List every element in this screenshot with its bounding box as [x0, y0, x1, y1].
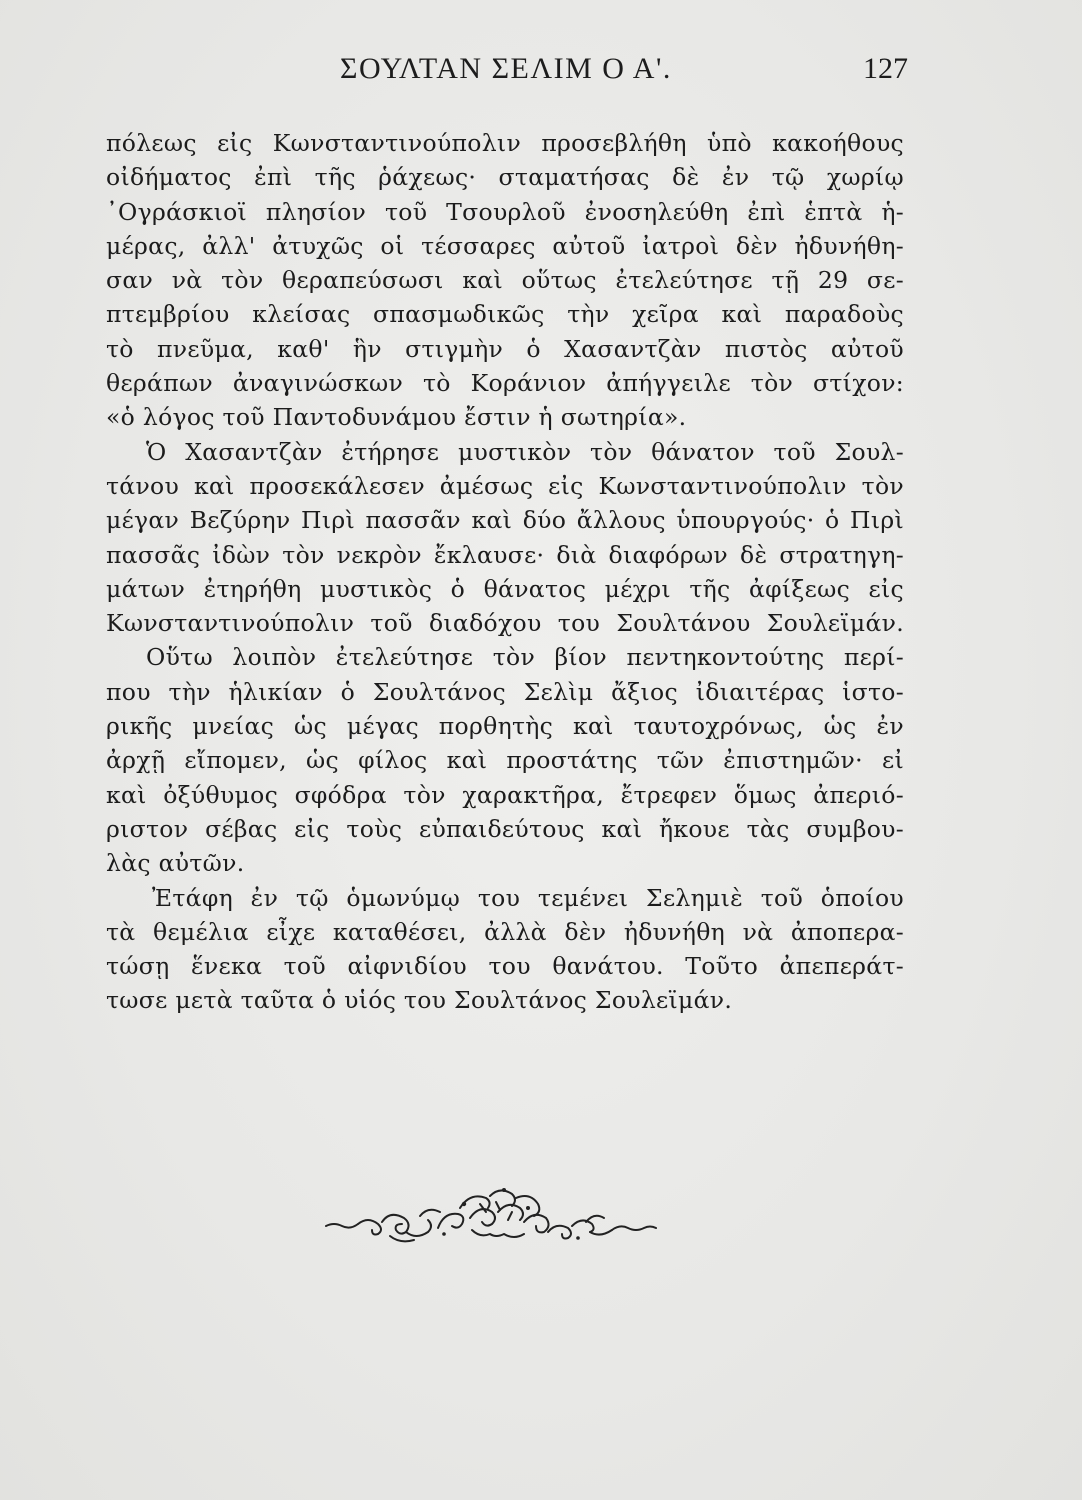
text-line: τὰ θεμέλια εἶχε καταθέσει, ἀλλὰ δὲν ἠδυνήθη νὰ ἀποπερα-	[106, 917, 904, 946]
text-line: οἰδήματος ἐπὶ τῆς ῥάχεως· σταματήσας δὲ ἐν τῷ χωρίῳ	[106, 163, 904, 192]
text-line: πόλεως εἰς Κωνσταντινούπολιν προσεβλήθη ὑπὸ κακοήθους	[106, 129, 904, 157]
text-line: πτεμβρίου κλείσας σπασμωδικῶς τὴν χεῖρα καὶ παραδοὺς	[106, 300, 904, 329]
text-line: τὸ πνεῦμα, καθ' ἣν στιγμὴν ὁ Χασαντζὰν πιστὸς αὐτοῦ	[106, 334, 904, 363]
text-line: ρικῆς μνείας ὡς μέγας πορθητὴς καὶ ταυτοχρόνως, ὡς ἐν	[106, 712, 904, 741]
text-line: τώσῃ ἕνεκα τοῦ αἰφνιδίου του θανάτου. Τοῦτο ἀπεπεράτ-	[106, 952, 904, 981]
text-line: ἀρχῇ εἴπομεν, ὡς φίλος καὶ προστάτης τῶν ἐπιστημῶν· εἰ	[106, 746, 904, 775]
running-title: ΣΟΥΛΤΑΝ ΣΕΛΙΜ Ο Α'.	[340, 52, 672, 85]
page-header	[108, 52, 908, 92]
text-line: ριστον σέβας εἰς τοὺς εὐπαιδεύτους καὶ ἤκουε τὰς συμβου-	[106, 814, 904, 843]
text-line: ᾿Ογράσκιοϊ πλησίον τοῦ Τσουρλοῦ ἐνοσηλεύθη ἐπὶ ἑπτὰ ἡ-	[106, 197, 904, 226]
text-line: Οὕτω λοιπὸν ἐτελεύτησε τὸν βίον πεντηκοντούτης περί-	[146, 643, 904, 672]
text-line: τάνου καὶ προσεκάλεσεν ἀμέσως εἰς Κωνσταντινούπολιν τὸν	[106, 471, 904, 500]
text-line: καὶ ὀξύθυμος σφόδρα τὸν χαρακτῆρα, ἔτρεφεν ὅμως ἀπεριό-	[106, 780, 904, 809]
paragraph-1	[106, 126, 904, 435]
text-line: λὰς αὐτῶν.	[106, 849, 245, 878]
text-line: που τὴν ἡλικίαν ὁ Σουλτάνος Σελὶμ ἄξιος ἰδιαιτέρας ἱστο-	[106, 677, 904, 706]
text-line: πασσᾶς ἰδὼν τὸν νεκρὸν ἔκλαυσε· διὰ διαφόρων δὲ στρατηγη-	[106, 540, 904, 569]
page-number: 127	[863, 52, 908, 85]
text-line: Ὁ Χασαντζὰν ἐτήρησε μυστικὸν τὸν θάνατον τοῦ Σουλ-	[146, 437, 904, 466]
text-line: Κωνσταντινούπολιν τοῦ διαδόχου του Σουλτάνου Σουλεϊμάν.	[106, 609, 904, 638]
text-line: μέρας, ἀλλ' ἀτυχῶς οἱ τέσσαρες αὐτοῦ ἰατροὶ δὲν ἠδυνήθη-	[106, 231, 904, 260]
text-line: «ὁ λόγος τοῦ Παντοδυνάμου ἔστιν ἡ σωτηρία».	[106, 403, 687, 432]
floral-tailpiece-icon	[320, 1182, 660, 1252]
body-text	[106, 126, 904, 1018]
text-line: σαν νὰ τὸν θεραπεύσωσι καὶ οὕτως ἐτελεύτησε τῇ 29 σε-	[106, 266, 904, 295]
paragraph-2	[106, 435, 904, 641]
text-line: θεράπων ἀναγινώσκων τὸ Κοράνιον ἀπήγγειλε τὸν στίχον:	[106, 369, 904, 398]
paragraph-3	[106, 640, 904, 880]
text-line: μάτων ἐτηρήθη μυστικὸς ὁ θάνατος μέχρι τῆς ἀφίξεως εἰς	[106, 574, 904, 603]
paragraph-4	[106, 881, 904, 1018]
text-line: μέγαν Βεζύρην Πιρὶ πασσᾶν καὶ δύο ἄλλους ὑπουργούς· ὁ Πιρὶ	[106, 506, 904, 535]
text-line: τωσε μετὰ ταῦτα ὁ υἱός του Σουλτάνος Σουλεϊμάν.	[106, 986, 733, 1015]
text-line: Ἐτάφη ἐν τῷ ὁμωνύμῳ του τεμένει Σελημιὲ τοῦ ὁποίου	[152, 883, 904, 912]
